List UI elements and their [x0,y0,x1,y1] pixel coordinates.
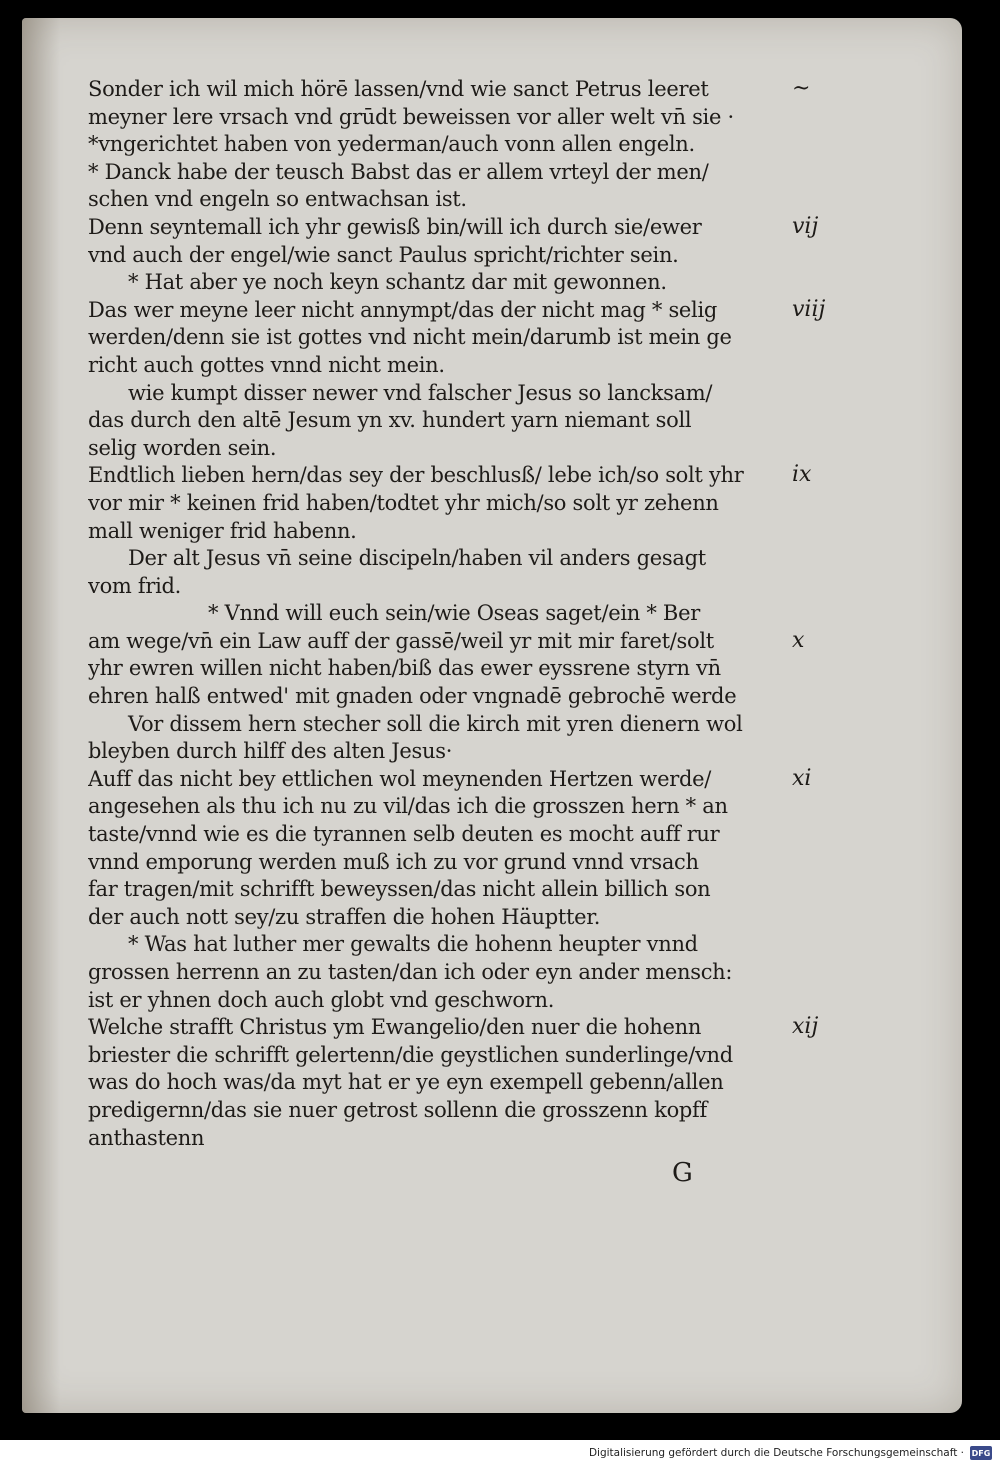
text-line: schen vnd engeln so entwachsan ist. [88,187,467,212]
text-line: anthastenn [88,1125,205,1150]
text-line: far tragen/mit schrifft beweyssen/das nicht allein billich son [88,877,711,902]
text-line: vnnd emporung werden muß ich zu vor grund vnnd vrsach [88,849,699,874]
margin-note: xij [792,1014,819,1040]
text-line: Endtlich lieben hern/das sey der beschlusß/ lebe ich/so solt yhr [88,463,744,488]
page-text [88,76,828,1152]
margin-note: xi [792,766,812,791]
text-line: meyner lere vrsach vnd grūdt beweissen vor aller welt vn̄ sie · [88,104,734,129]
text-line: richt auch gottes vnnd nicht mein. [88,352,445,377]
text-line: wie kumpt disser newer vnd falscher Jesus so lancksam/ [128,380,713,405]
text-line: angesehen als thu ich nu zu vil/das ich die grosszen hern * an [88,794,728,819]
book-page [22,18,962,1413]
signature-mark: G [672,1158,693,1188]
text-line: briester die schrifft gelertenn/die geystlichen sunderlinge/vnd [88,1042,733,1067]
text-line: selig worden sein. [88,435,277,460]
margin-note: x [792,628,805,653]
text-line: Auff das nicht bey ettlichen wol meynenden Hertzen werde/ [88,766,711,791]
text-line: grossen herrenn an zu tasten/dan ich oder eyn ander mensch: [88,960,733,984]
text-line: das durch den altē Jesum yn xv. hundert yarn niemant soll [88,408,692,433]
text-line: * Vnnd will euch sein/wie Oseas saget/ein * Ber [208,601,700,626]
text-line: Vor dissem hern stecher soll die kirch mit yren dienern wol [128,711,743,736]
margin-note: ix [792,462,812,488]
text-line: * Danck habe der teusch Babst das er allem vrteyl der men/ [88,159,709,184]
text-line: vnd auch der engel/wie sanct Paulus spricht/richter sein. [88,242,679,267]
margin-note: viij [792,296,826,322]
text-line: vor mir * keinen frid haben/todtet yhr mich/so solt yr zehenn [88,490,719,515]
text-line: Das wer meyne leer nicht annympt/das der nicht mag * selig [88,297,718,322]
text-line: vom frid. [88,573,182,598]
text-line: Der alt Jesus vn̄ seine discipeln/haben vil anders gesagt [128,546,706,571]
text-line: *vngerichtet haben von yederman/auch vonn allen engeln. [88,132,695,157]
text-line: mall weniger frid habenn. [88,518,357,543]
text-line: taste/vnnd wie es die tyrannen selb deuten es mocht auff rur [88,822,720,847]
text-line: am wege/vn̄ ein Law auff der gassē/weil yr mit mir faret/solt [88,628,714,653]
funding-footer [0,1440,1000,1466]
text-line: predigernn/das sie nuer getrost sollenn die grosszenn kopff [88,1097,708,1122]
margin-note: vij [792,214,819,239]
text-line: yhr ewren willen nicht haben/biß das ewer eyssrene styrn vn̄ [88,656,721,681]
margin-note: ~ [792,76,811,101]
funding-text: Digitalisierung gefördert durch die Deutsche Forschungsgemeinschaft · [588,1447,964,1459]
text-line: * Was hat luther mer gewalts die hohenn heupter vnnd [128,932,698,957]
text-line: Denn seyntemall ich yhr gewisß bin/will ich durch sie/ewer [88,214,702,239]
text-line: Sonder ich wil mich hörē lassen/vnd wie sanct Petrus leeret [88,77,709,101]
text-line: bleyben durch hilff des alten Jesus· [88,739,453,764]
text-line: der auch nott sey/zu straffen die hohen Häuptter. [88,904,601,929]
text-line: was do hoch was/da myt hat er ye eyn exempell gebenn/allen [88,1070,724,1095]
dfg-logo-icon: DFG [970,1446,992,1460]
text-line: ehren halß entwed' mit gnaden oder vngnadē gebrochē werde [88,684,737,709]
text-line: ist er yhnen doch auch globt vnd geschworn. [88,987,555,1012]
text-line: werden/denn sie ist gottes vnd nicht mein/darumb ist mein ge [88,325,732,350]
text-line: * Hat aber ye noch keyn schantz dar mit gewonnen. [128,270,667,295]
text-line: Welche strafft Christus ym Ewangelio/den nuer die hohenn [88,1015,702,1040]
